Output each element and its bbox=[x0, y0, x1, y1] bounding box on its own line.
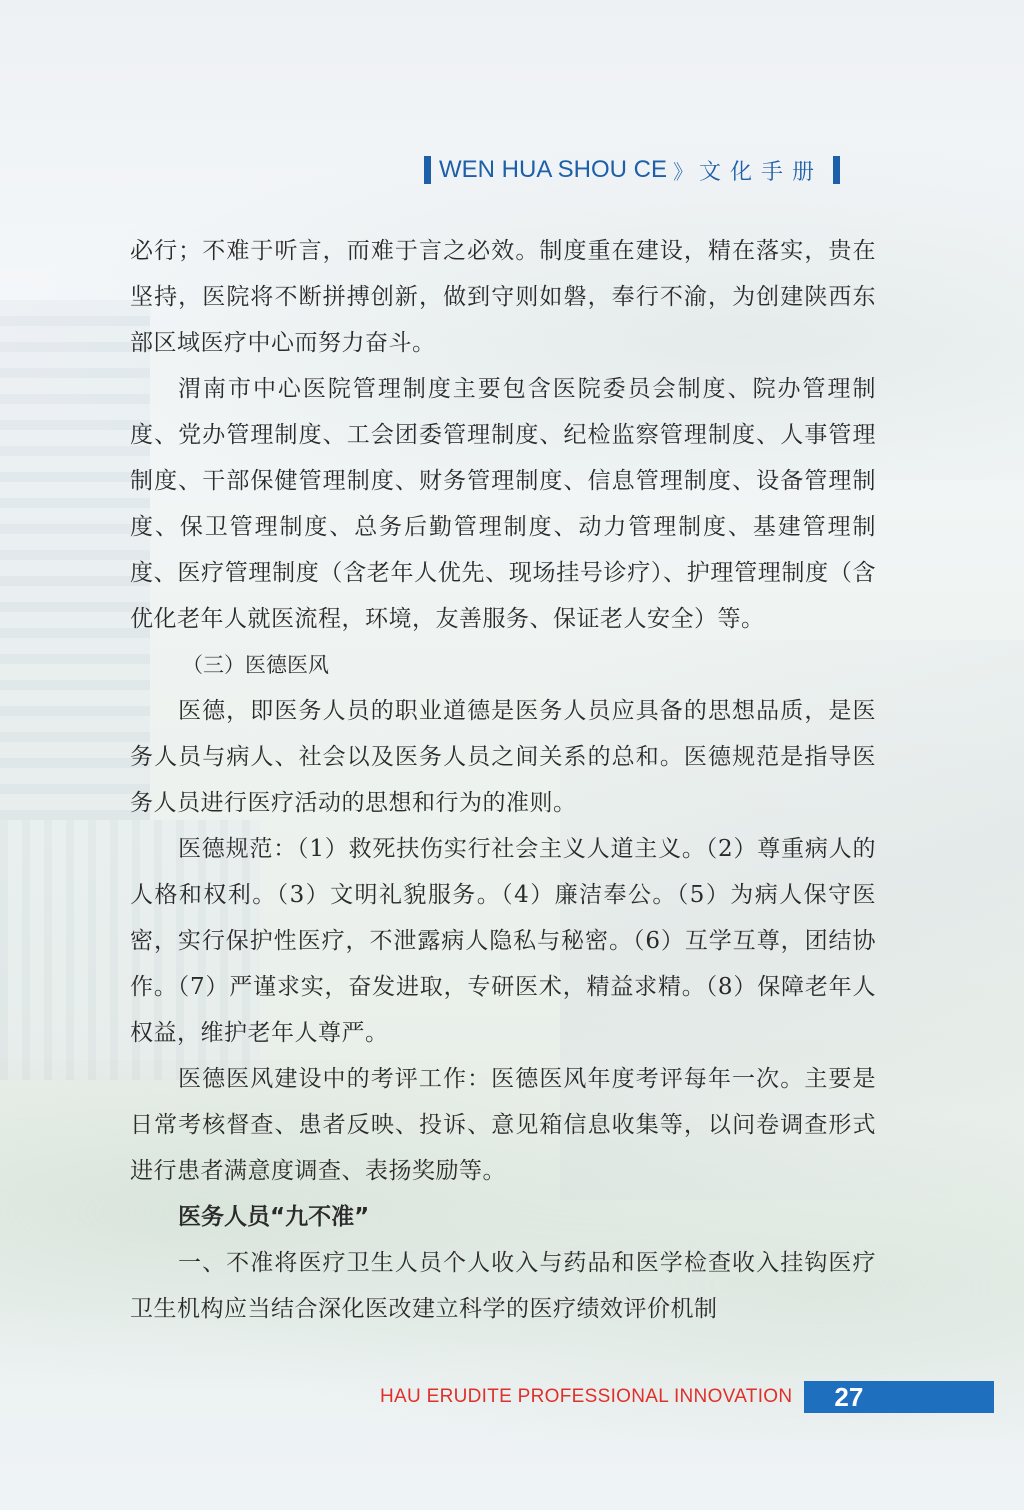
body-text bbox=[130, 228, 876, 1332]
background-building-left bbox=[0, 300, 150, 820]
header-latin-title: WEN HUA SHOU CE bbox=[439, 156, 668, 183]
section-subheading: （三）医德医风 bbox=[182, 653, 329, 677]
paragraph-4: 医德规范：（1）救死扶伤实行社会主义人道主义。（2）尊重病人的人格和权利。（3）文明礼貌服务。（4）廉洁奉公。（5）为病人保守医密，实行保护性医疗，不泄露病人隐私与秘密。（6）互学互尊，团结协作。（7）严谨求实，奋发进取，专研医术，精益求精。（8）保障老年人权益，维护老年人尊严。 bbox=[130, 836, 876, 1046]
paragraph-5: 医德医风建设中的考评工作：医德医风年度考评每年一次。主要是日常考核督查、患者反映、投诉、意见箱信息收集等，以问卷调查形式进行患者满意度调查、表扬奖励等。 bbox=[130, 1066, 876, 1184]
bold-heading: 医务人员“九不准” bbox=[178, 1204, 370, 1230]
header-chinese-title: 文化手册 bbox=[699, 159, 824, 185]
paragraph-2: 渭南市中心医院管理制度主要包含医院委员会制度、院办管理制度、党办管理制度、工会团委管理制度、纪检监察管理制度、人事管理制度、干部保健管理制度、财务管理制度、信息管理制度、设备管理制度、保卫管理制度、总务后勤管理制度、动力管理制度、基建管理制度、医疗管理制度（含老年人优先、现场挂号诊疗）、护理管理制度（含优化老年人就医流程，环境，友善服务、保证老人安全）等。 bbox=[130, 376, 876, 632]
page-number: 27 bbox=[834, 1381, 864, 1412]
page-number-box bbox=[804, 1381, 994, 1413]
paragraph-6: 一、不准将医疗卫生人员个人收入与药品和医学检查收入挂钩医疗卫生机构应当结合深化医改建立科学的医疗绩效评价机制 bbox=[130, 1250, 876, 1322]
header-bar-left bbox=[424, 156, 431, 184]
paragraph-1: 必行；不难于听言，而难于言之必效。制度重在建设，精在落实，贵在坚持，医院将不断拼搏创新，做到守则如磐，奉行不渝，为创建陕西东部区域医疗中心而努力奋斗。 bbox=[130, 238, 876, 356]
paragraph-3: 医德，即医务人员的职业道德是医务人员应具备的思想品质，是医务人员与病人、社会以及医务人员之间关系的总和。医德规范是指导医务人员进行医疗活动的思想和行为的准则。 bbox=[130, 698, 876, 816]
header-bar-right bbox=[833, 156, 840, 184]
footer-tagline: HAU ERUDITE PROFESSIONAL INNOVATION bbox=[380, 1386, 793, 1407]
header-separator: 》 bbox=[673, 161, 694, 184]
running-header bbox=[424, 152, 840, 188]
page-footer bbox=[380, 1380, 1024, 1414]
